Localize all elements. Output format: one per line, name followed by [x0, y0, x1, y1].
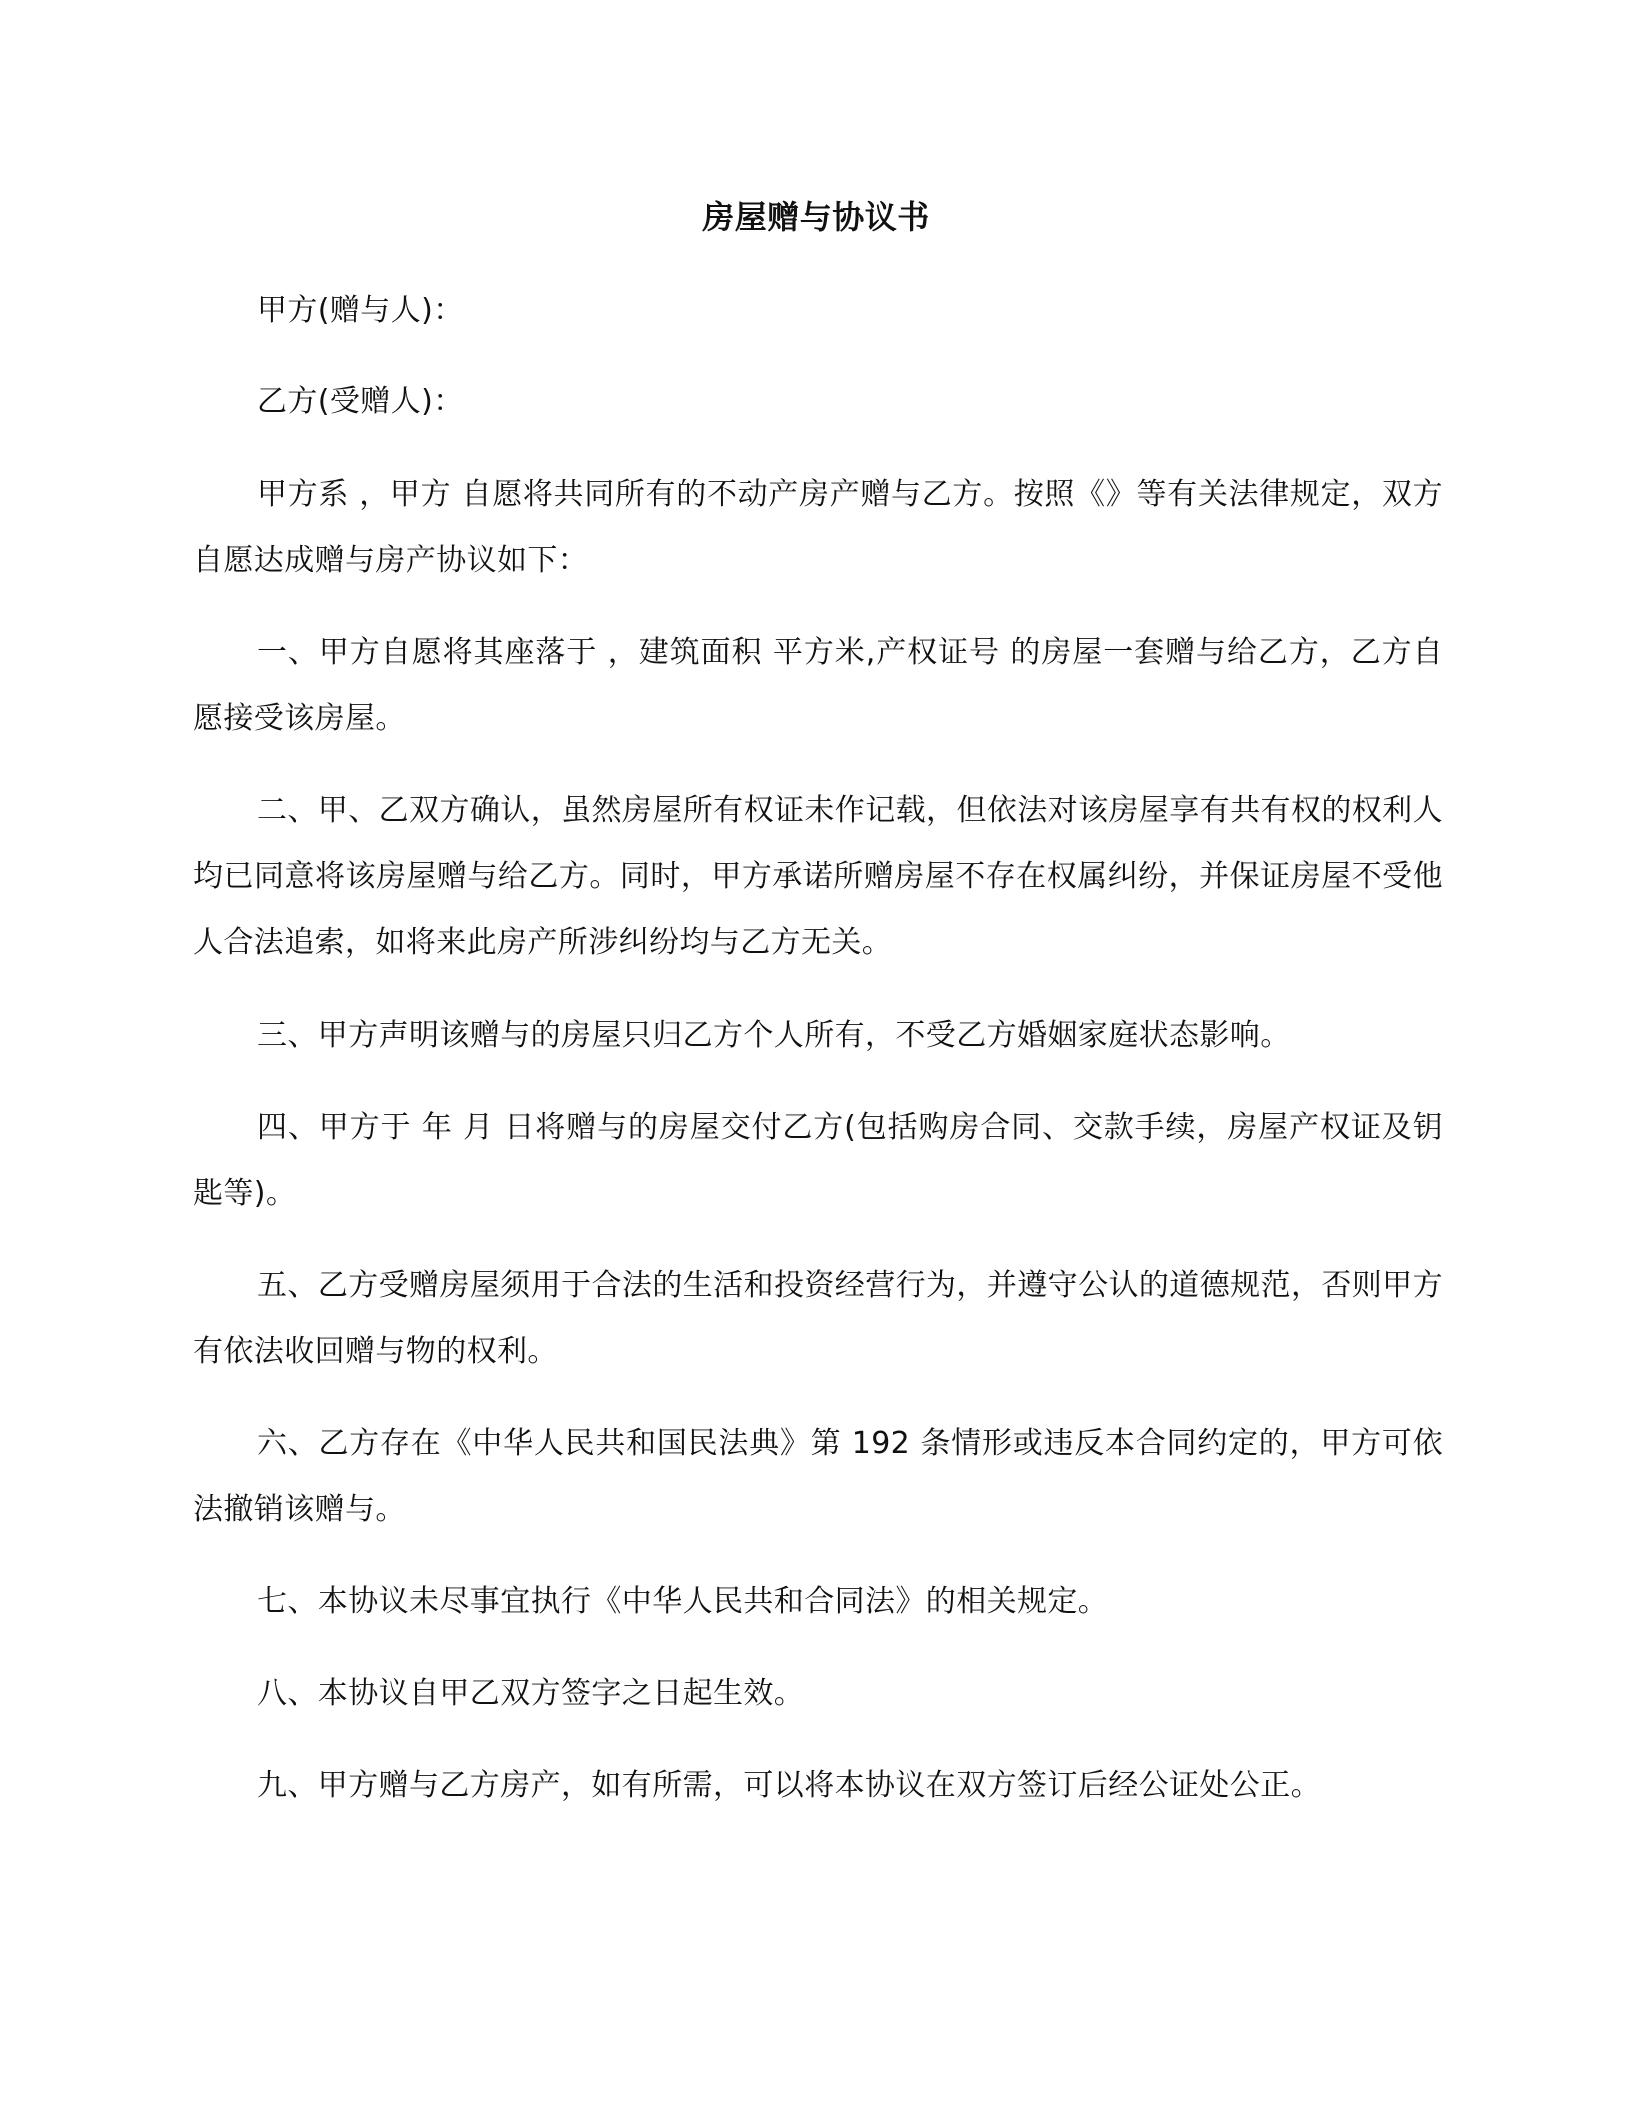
- party-a-line: 甲方(赠与人)：: [257, 293, 464, 328]
- clause-9: 九、甲方赠与乙方房产，如有所需，可以将本协议在双方签订后经公证处公正。: [257, 1768, 1321, 1803]
- clause-2: 二、甲、乙双方确认，虽然房屋所有权证未作记载，但依法对该房屋享有共有权的权利人均已同意将该房屋赠与给乙方。同时，甲方承诺所赠房屋不存在权属纠纷，并保证房屋不受他人合法追索，如将来此房产所涉纠纷均与乙方无关。: [193, 793, 1443, 960]
- party-b-line: 乙方(受赠人)：: [257, 384, 464, 419]
- document-title: 房屋赠与协议书: [702, 198, 930, 236]
- clause-5: 五、乙方受赠房屋须用于合法的生活和投资经营行为，并遵守公认的道德规范，否则甲方有依法收回赠与物的权利。: [193, 1268, 1443, 1369]
- clause-8: 八、本协议自甲乙双方签字之日起生效。: [257, 1676, 805, 1711]
- clause-6: 六、乙方存在《中华人民共和国民法典》第 192 条情形或违反本合同约定的，甲方可依法撤销该赠与。: [193, 1426, 1443, 1527]
- clause-1: 一、甲方自愿将其座落于 ，建筑面积 平方米,产权证号 的房屋一套赠与给乙方，乙方自愿接受该房屋。: [193, 635, 1443, 736]
- preamble-paragraph: 甲方系 ，甲方 自愿将共同所有的不动产房产赠与乙方。按照《》等有关法律规定，双方自愿达成赠与房产协议如下：: [193, 477, 1443, 578]
- clause-3: 三、甲方声明该赠与的房屋只归乙方个人所有，不受乙方婚姻家庭状态影响。: [257, 1018, 1291, 1053]
- clause-4: 四、甲方于 年 月 日将赠与的房屋交付乙方(包括购房合同、交款手续，房屋产权证及钥匙等)。: [193, 1110, 1443, 1211]
- clause-7: 七、本协议未尽事宜执行《中华人民共和合同法》的相关规定。: [257, 1584, 1109, 1619]
